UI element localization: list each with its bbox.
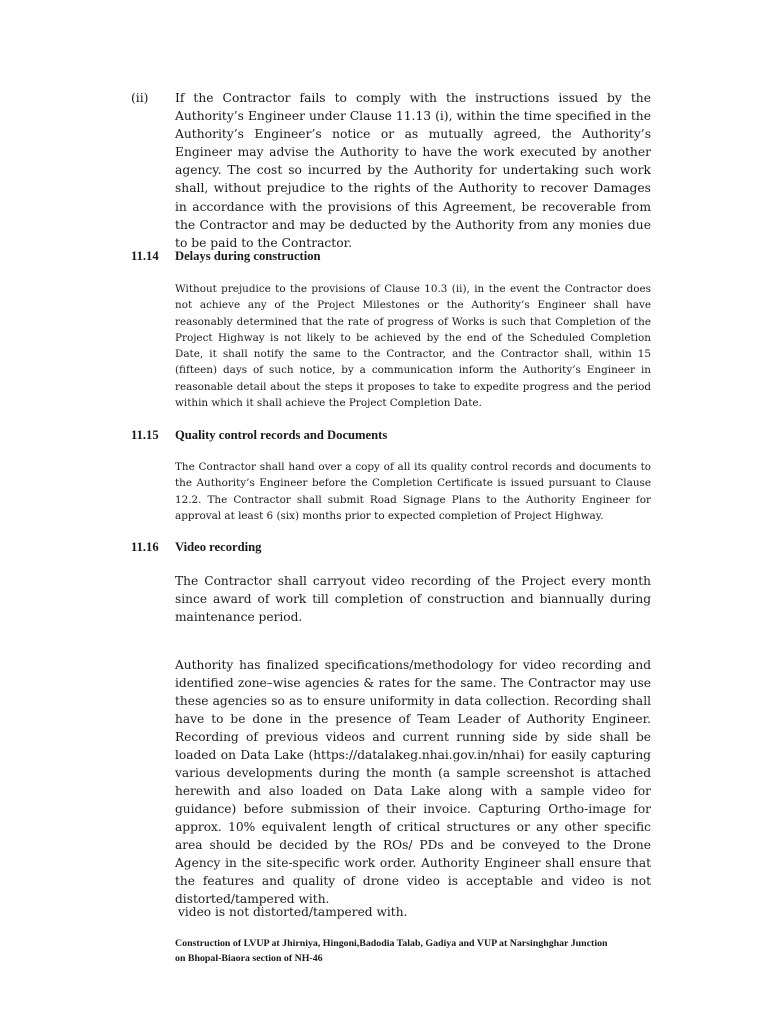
section-1115-paragraph: The Contractor shall hand over a copy of all its quality control records and documents to the Authority’s Engineer before the Completion Certificate is issued pursuant to Clause 12.2. The Contractor shall submit Road Signage Plans to the Authority Engineer for approval at least 6 (six) months prior to expected completion of Project Highway. bbox=[175, 461, 651, 522]
section-1116-heading bbox=[131, 540, 261, 555]
section-1115-heading bbox=[131, 428, 387, 443]
section-1114-title: Delays during construction bbox=[175, 249, 321, 263]
section-1116-paragraph-2: Authority has finalized specifications/methodology for video recording and identified zone–wise agencies & rates for the same. The Contractor may use these agencies so as to ensure uniformity in data collection. Recording shall have to be done in the presence of Team Leader of Authority Engineer. Recording of previous videos and current running side by side shall be loaded on Data Lake (https://datalakeg.nhai.gov.in/nhai) for easily capturing various developments during the month (a sample screenshot is attached herewith and also loaded on Data Lake along with a sample video for guidance) before submission of their invoice. Capturing Ortho-image for approx. 10% equivalent length of critical structures or any other specific area should be decided by the ROs/ PDs and be conveyed to the Drone Agency in the site-specific work order. Authority Engineer shall ensure that the features and quality of drone video is acceptable and video is not distorted/tampered with. bbox=[175, 658, 651, 906]
page-footer bbox=[175, 936, 655, 966]
section-1116-number: 11.16 bbox=[131, 540, 159, 554]
footer-line-2: on Bhopal-Biaora section of NH-46 bbox=[175, 953, 323, 964]
trailing-text: video is not distorted/tampered with. bbox=[178, 905, 408, 919]
clause-ii-number: (ii) bbox=[131, 91, 149, 105]
section-1115-number: 11.15 bbox=[131, 428, 159, 442]
clause-ii-text: If the Contractor fails to comply with the instructions issued by the Authority’s Engineer under Clause 11.13 (i), within the time specified in the Authority’s Engineer’s notice or as mutually agreed, the Authority’s Engineer may advise the Authority to have the work executed by another agency. The cost so incurred by the Authority for undertaking such work shall, without prejudice to the rights of the Authority to recover Damages in accordance with the provisions of this Agreement, be recoverable from the Contractor and may be deducted by the Authority from any monies due to be paid to the Contractor. bbox=[175, 91, 651, 250]
section-1115-title: Quality control records and Documents bbox=[175, 428, 388, 442]
section-1114-heading bbox=[131, 249, 321, 264]
footer-line-1: Construction of LVUP at Jhirniya, Hingoni,Badodia Talab, Gadiya and VUP at Narsinghghar Junction bbox=[175, 938, 608, 949]
section-1114-paragraph: Without prejudice to the provisions of Clause 10.3 (ii), in the event the Contractor does not achieve any of the Project Milestones or the Authority’s Engineer shall have reasonably determined that the rate of progress of Works is such that Completion of the Project Highway is not likely to be achieved by the end of the Scheduled Completion Date, it shall notify the same to the Contractor, and the Contractor shall, within 15 (fifteen) days of such notice, by a communication inform the Authority’s Engineer in reasonable detail about the steps it proposes to take to expedite progress and the period within which it shall achieve the Project Completion Date. bbox=[175, 283, 651, 410]
section-1116-title: Video recording bbox=[175, 540, 262, 554]
clause-ii bbox=[131, 89, 651, 252]
section-1116-paragraph: The Contractor shall carryout video recording of the Project every month since award of work till completion of construction and biannually during maintenance period. bbox=[175, 574, 651, 624]
section-1114-number: 11.14 bbox=[131, 249, 159, 263]
